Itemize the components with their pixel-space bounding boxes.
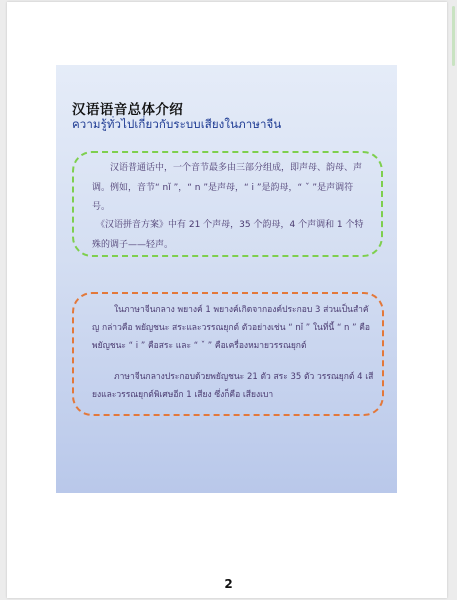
page-title-chinese: 汉语语音总体介绍 xyxy=(72,102,184,118)
chinese-paragraph-1: 汉语普通话中，一个音节最多由三部分组成，即声母、韵母、声调。例如，音节“ nǐ ”，“ n ”是声母，“ i ”是韵母，“ ˇ ”是声调符号。 xyxy=(92,163,363,212)
page-subtitle-thai: ความรู้ทั่วไปเกี่ยวกับระบบเสียงในภาษาจีน xyxy=(72,117,282,131)
scrollbar-thumb[interactable] xyxy=(452,6,455,66)
thai-paragraph-1: ในภาษาจีนกลาง พยางค์ 1 พยางค์เกิดจากองค์ประกอบ 3 ส่วนเป็นสำคัญ กล่าวคือ พยัญชนะ สระและวรรณยุกต์ ตัวอย่างเช่น “ nǐ ” ในที่นี้ “ n ” คือพยัญชนะ “ i ” คือสระ และ “ ˇ ” คือเครื่องหมายวรรณยุกต์ xyxy=(92,305,371,351)
thai-paragraph-2: ภาษาจีนกลางประกอบด้วยพยัญชนะ 21 ตัว สระ 35 ตัว วรรณยุกต์ 4 เสียงและวรรณยุกต์พิเศษอีก 1 เสียง ซึ่งก็คือ เสียงเบา xyxy=(92,372,374,400)
chinese-paragraph-2: 《汉语拼音方案》中有 21 个声母，35 个韵母，4 个声调和 1 个特殊的调子——轻声。 xyxy=(92,220,364,250)
page-number: 2 xyxy=(224,577,233,591)
